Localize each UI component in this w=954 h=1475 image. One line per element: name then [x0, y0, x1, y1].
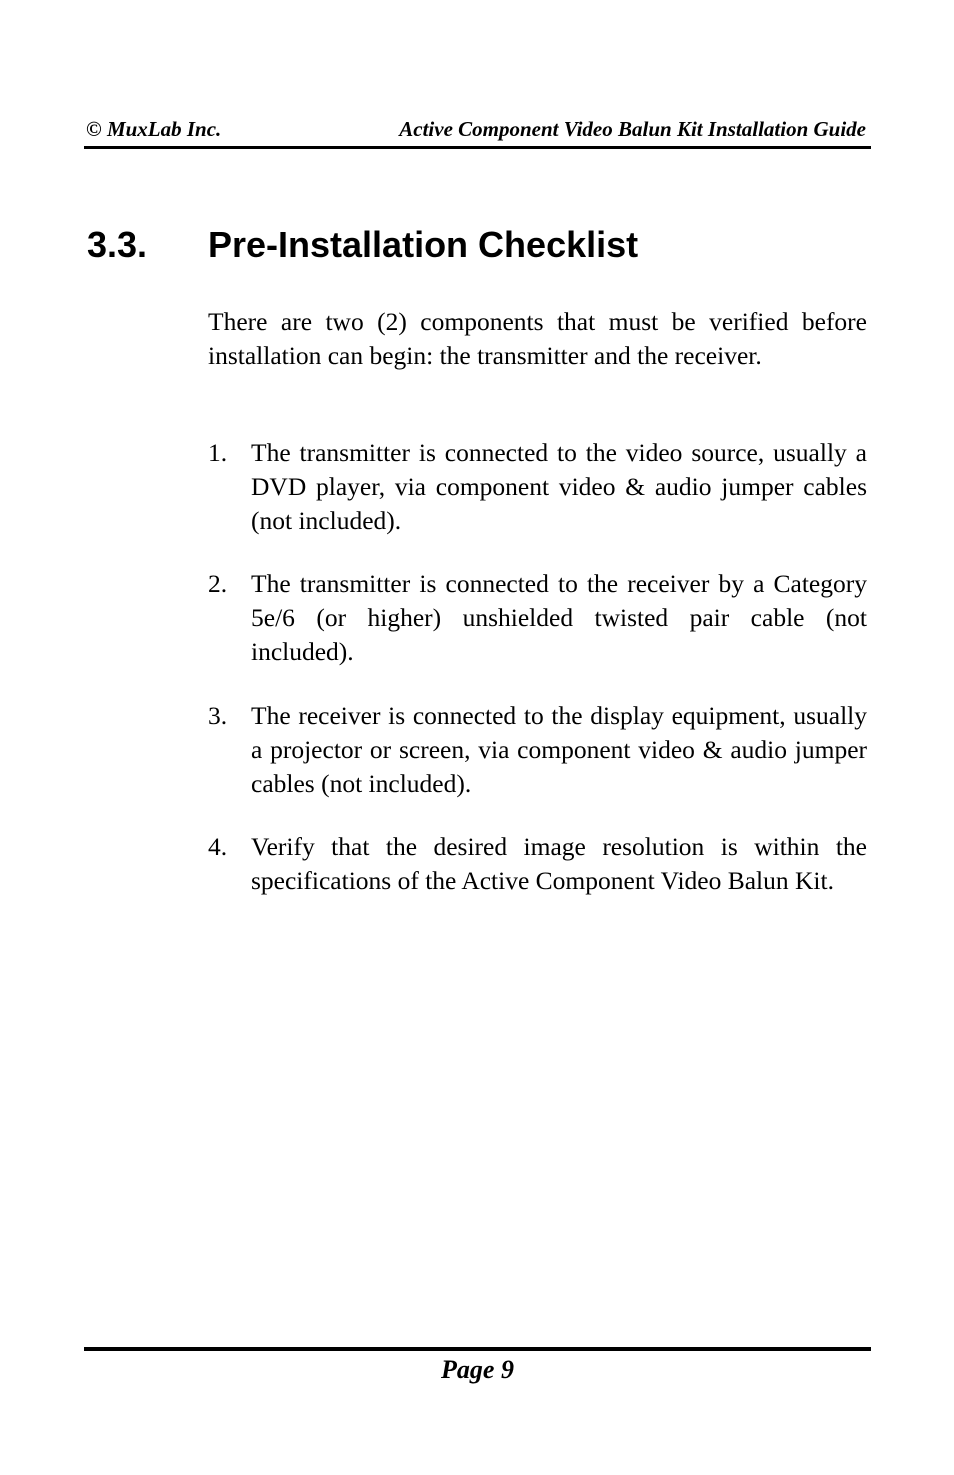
header-divider: [84, 146, 871, 149]
footer-divider: [84, 1347, 871, 1351]
page-header: [84, 117, 870, 145]
header-document-title: Active Component Video Balun Kit Installation Guide: [399, 117, 866, 141]
checklist-item-2: [208, 567, 867, 669]
checklist-item-text: Verify that the desired image resolution is within the specifications of the Active Component Video Balun Kit.: [251, 832, 867, 895]
section-number: 3.3.: [87, 224, 148, 265]
page-number: Page 9: [441, 1355, 514, 1384]
intro-paragraph: There are two (2) components that must be verified before installation can begin: the transmitter and the receiver.: [208, 307, 867, 370]
checklist-item-number: 2.: [208, 569, 228, 598]
checklist-item-number: 1.: [208, 438, 228, 467]
checklist-item-text: The receiver is connected to the display equipment, usually a projector or screen, via component video & audio jumper cables (not included).: [251, 701, 867, 798]
checklist-item-3: [208, 699, 867, 801]
checklist-item-number: 4.: [208, 832, 228, 861]
checklist-item-text: The transmitter is connected to the receiver by a Category 5e/6 (or higher) unshielded twisted pair cable (not included).: [251, 569, 867, 666]
checklist-item-4: [208, 830, 867, 898]
header-copyright: © MuxLab Inc.: [86, 117, 222, 141]
checklist-item-1: [208, 436, 867, 538]
checklist-item-number: 3.: [208, 701, 228, 730]
section-title: Pre-Installation Checklist: [208, 224, 639, 265]
checklist-item-text: The transmitter is connected to the video source, usually a DVD player, via component video & audio jumper cables (not included).: [251, 438, 867, 535]
